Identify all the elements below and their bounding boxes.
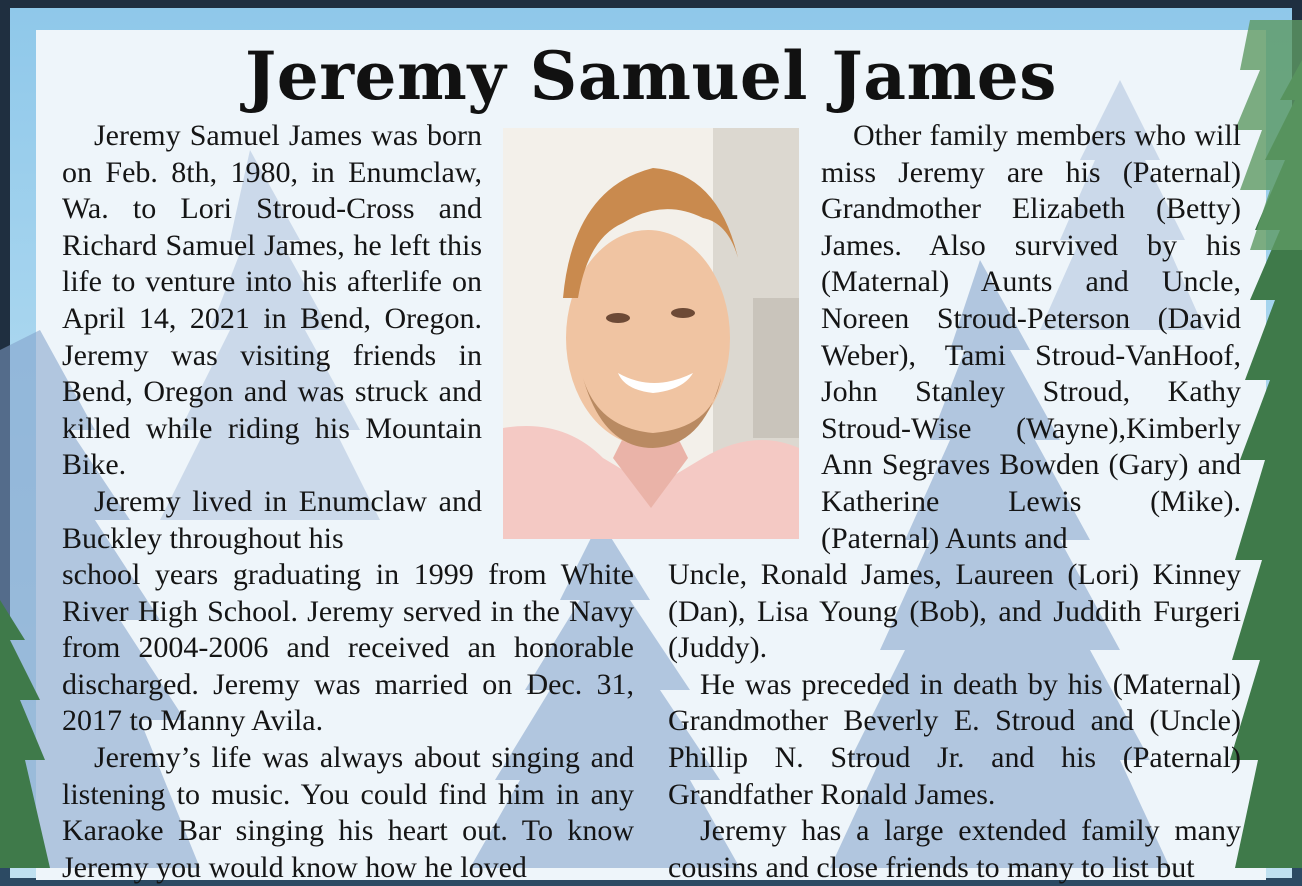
left-column-bottom (62, 557, 634, 886)
paragraph: Jeremy’s life was always about singing and listening to music. You could find him in any Karaoke Bar singing his heart out. To know Jeremy you would know how he loved (62, 740, 634, 884)
paragraph: He was preceded in death by his (Maternal) Grandmother Beverly E. Stroud and (Uncle) Phillip N. Stroud Jr. and his (Paternal) Grandfather Ronald James. (668, 667, 1241, 811)
obituary-title: Jeremy Samuel James (245, 37, 1057, 115)
right-column-bottom (668, 557, 1241, 886)
paragraph: school years graduating in 1999 from White River High School. Jeremy served in the Navy from 2004-2006 and received an honorable discharged. Jeremy was married on Dec. 31, 2017 to Manny Avila. (62, 558, 634, 738)
right-column-top (821, 118, 1241, 557)
paragraph: Jeremy lived in Enumclaw and Buckley throughout his (62, 484, 482, 555)
left-column-top (62, 118, 482, 557)
portrait-photo (503, 128, 799, 539)
paragraph: Jeremy has a large extended family many cousins and close friends to many to list but (668, 814, 1241, 884)
paragraph: Jeremy Samuel James was born on Feb. 8th, 1980, in Enumclaw, Wa. to Lori Stroud-Cross and Richard Samuel James, he left this life to venture into his afterlife on April 14, 2021 in Bend, Oregon. Jeremy was visiting friends in Bend, Oregon and was struck and killed while riding his Mountain Bike. (62, 119, 482, 482)
paragraph: Other family members who will miss Jeremy are his (Paternal) Grandmother Elizabeth (Betty) James. Also survived by his (Maternal) Aunts and Uncle, Noreen Stroud-Peterson (David Weber), Tami Stroud-VanHoof, John Stanley Stroud, Kathy Stroud-Wise (Wayne),Kimberly Ann Segraves Bowden (Gary) and Katherine Lewis (Mike). (Paternal) Aunts and (821, 119, 1241, 555)
paragraph: Uncle, Ronald James, Laureen (Lori) Kinney (Dan), Lisa Young (Bob), and Juddith Furgeri (Juddy). (668, 558, 1241, 665)
